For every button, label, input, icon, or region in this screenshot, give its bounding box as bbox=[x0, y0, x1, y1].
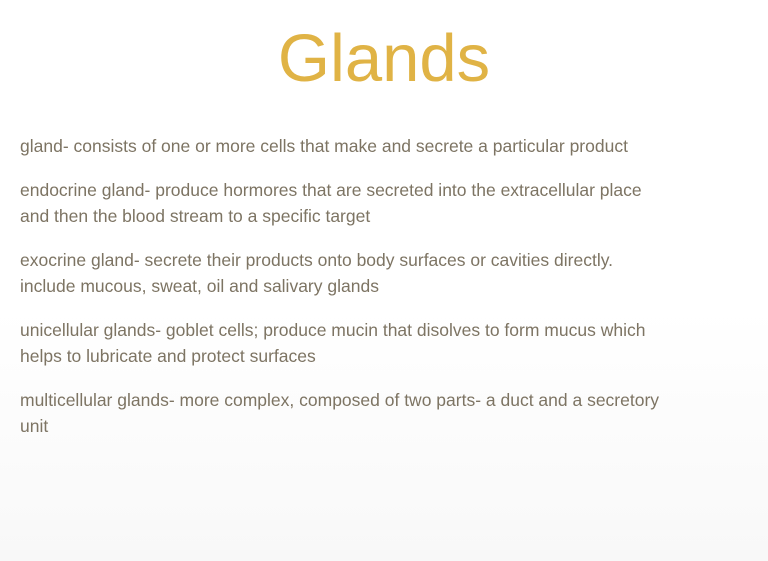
paragraph-line: unicellular glands- goblet cells; produce mucin that disolves to form mucus which bbox=[20, 320, 646, 341]
paragraph-line: include mucous, sweat, oil and salivary glands bbox=[20, 276, 379, 297]
paragraph-line: helps to lubricate and protect surfaces bbox=[20, 346, 316, 367]
paragraph-line: unit bbox=[20, 416, 49, 437]
paragraph-line: multicellular glands- more complex, composed of two parts- a duct and a secretory bbox=[20, 390, 660, 411]
paragraph-line: exocrine gland- secrete their products onto body surfaces or cavities directly. bbox=[20, 250, 614, 271]
paragraph-endocrine-gland bbox=[20, 177, 748, 229]
slide-title: Glands bbox=[277, 21, 491, 96]
slide-body bbox=[0, 133, 768, 439]
paragraph-unicellular-glands bbox=[20, 317, 748, 369]
paragraph-line: gland- consists of one or more cells that make and secrete a particular product bbox=[20, 136, 628, 157]
paragraph-line: endocrine gland- produce hormores that are secreted into the extracellular place bbox=[20, 180, 642, 201]
paragraph-line: and then the blood stream to a specific target bbox=[20, 206, 371, 227]
paragraph-exocrine-gland bbox=[20, 247, 748, 299]
paragraph-gland bbox=[20, 133, 748, 159]
paragraph-multicellular-glands bbox=[20, 387, 748, 439]
